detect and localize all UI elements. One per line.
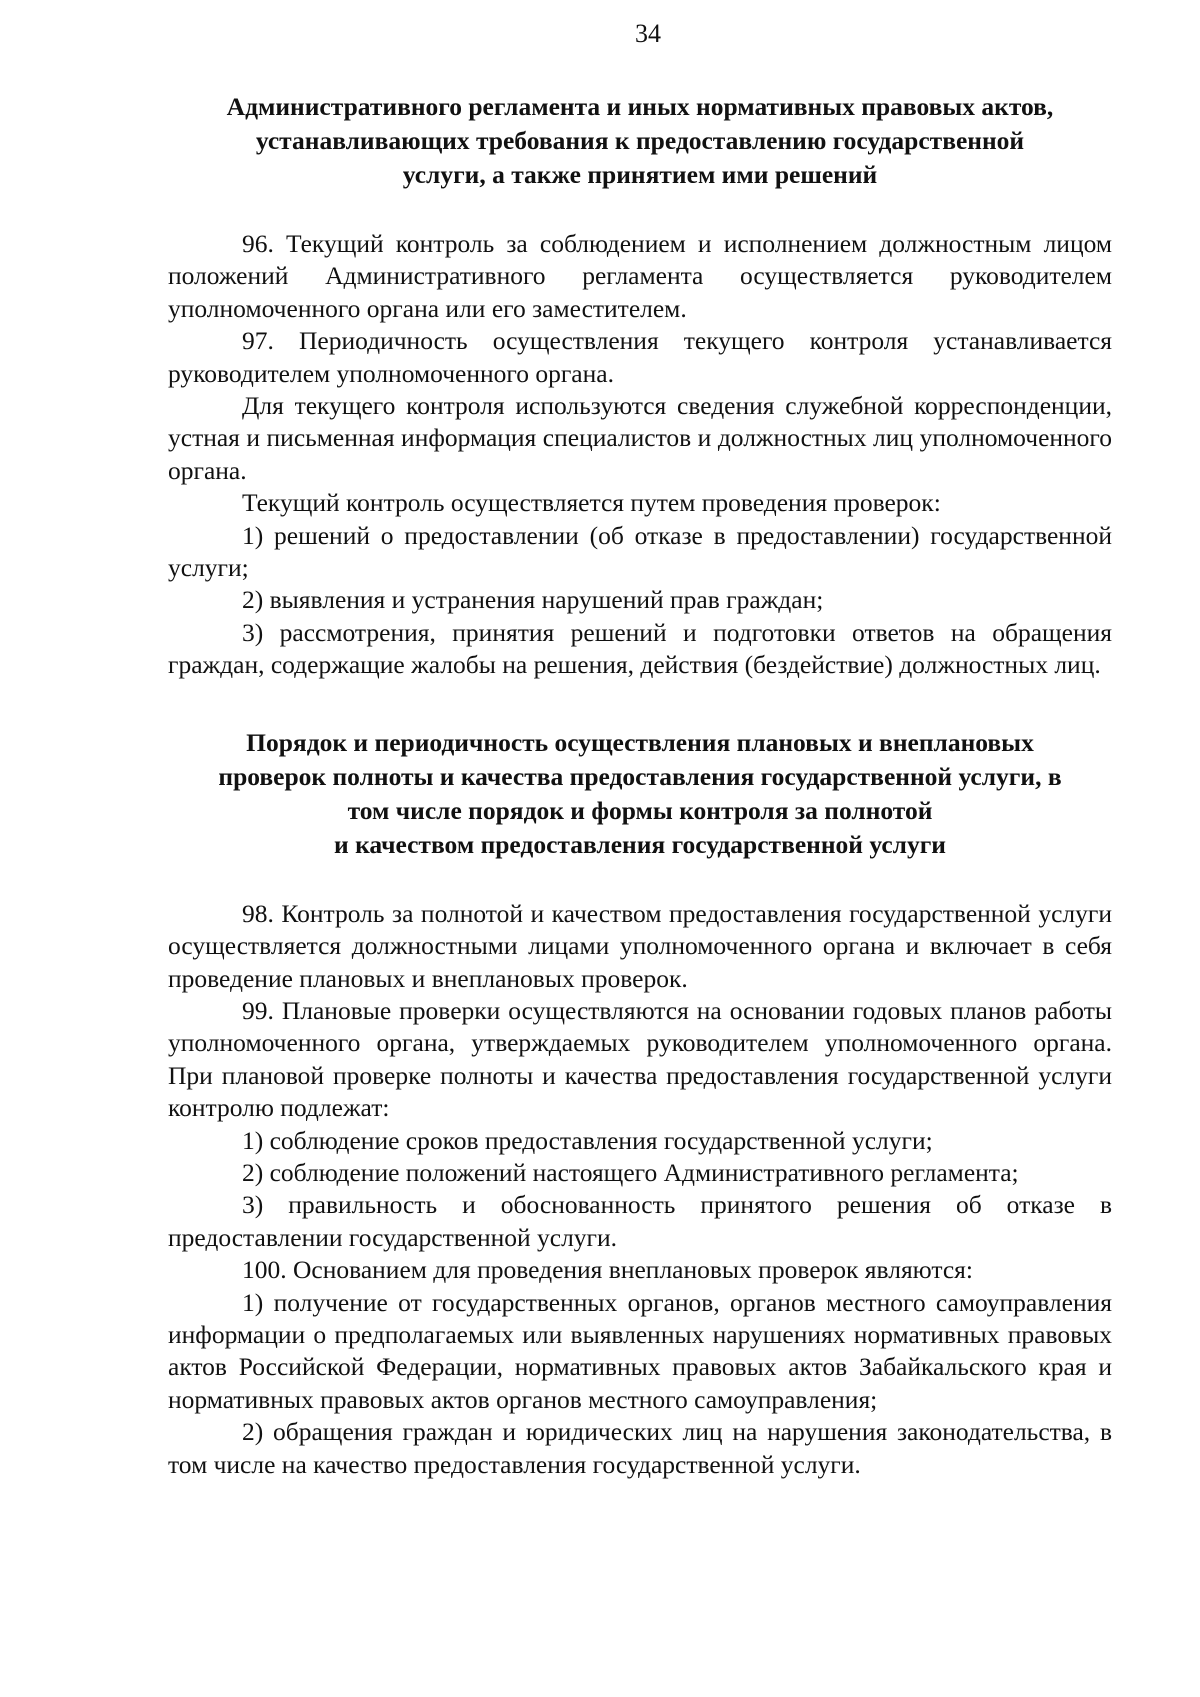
paragraph-99: 99. Плановые проверки осуществляются на основании годовых планов работы уполномоченного органа, утверждаемых руководителем уполномоченного органа. При плановой проверке полноты и качества предоставления государственной услуги контролю подлежат: (168, 995, 1112, 1123)
list-item-1: 1) решений о предоставлении (об отказе в предоставлении) государственной услуги; (168, 520, 1112, 583)
section-heading-planned-checks (168, 726, 1112, 862)
heading-line: проверок полноты и качества предоставления государственной услуги, в (218, 761, 1062, 791)
paragraph-96: 96. Текущий контроль за соблюдением и исполнением должностным лицом положений Административного регламента осуществляется руководителем уполномоченного органа или его заместителем. (168, 229, 1112, 323)
paragraph-100: 100. Основанием для проведения внеплановых проверок являются: (242, 1255, 973, 1285)
heading-line: и качеством предоставления государственной услуги (334, 829, 946, 859)
section-heading-control-decisions (168, 90, 1112, 192)
heading-line: том числе порядок и формы контроля за полнотой (347, 795, 933, 825)
list-item-2: 2) выявления и устранения нарушений прав граждан; (242, 585, 824, 615)
paragraph-checks-intro: Текущий контроль осуществляется путем проведения проверок: (242, 488, 941, 518)
list-item-1: 1) получение от государственных органов, органов местного самоуправления информации о предполагаемых или выявленных нарушениях нормативных правовых актов Российской Федерации, нормативных правовых актов Забайкальского края и нормативных правовых актов органов местного самоуправления; (168, 1287, 1112, 1414)
heading-line: Порядок и периодичность осуществления плановых и внеплановых (246, 727, 1034, 757)
list-item-3: 3) правильность и обоснованность принятого решения об отказе в предоставлении государственной услуги. (168, 1190, 1112, 1252)
paragraph-control-sources: Для текущего контроля используются сведения служебной корреспонденции, устная и письменная информация специалистов и должностных лиц уполномоченного органа. (168, 391, 1112, 485)
list-item-2: 2) соблюдение положений настоящего Административного регламента; (242, 1157, 1019, 1187)
list-item-3: 3) рассмотрения, принятия решений и подготовки ответов на обращения граждан, содержащие жалобы на решения, действия (бездействие) должностных лиц. (168, 617, 1112, 680)
page-number: 34 (635, 19, 661, 48)
heading-line: Административного регламента и иных нормативных правовых актов, (226, 92, 1054, 121)
list-item-1: 1) соблюдение сроков предоставления государственной услуги; (242, 1125, 933, 1155)
heading-line: услуги, а также принятием ими решений (402, 160, 878, 189)
section-body-planned-checks (168, 898, 1112, 1481)
document-page (168, 18, 1112, 1481)
section-body-current-control (168, 228, 1112, 682)
heading-line: устанавливающих требования к предоставлению государственной (255, 126, 1025, 155)
paragraph-97: 97. Периодичность осуществления текущего контроля устанавливается руководителем уполномоченного органа. (168, 326, 1112, 388)
paragraph-98: 98. Контроль за полнотой и качеством предоставления государственной услуги осуществляется должностными лицами уполномоченного органа и включает в себя проведение плановых и внеплановых проверок. (168, 898, 1112, 993)
list-item-2: 2) обращения граждан и юридических лиц на нарушения законодательства, в том числе на качество предоставления государственной услуги. (168, 1417, 1112, 1479)
